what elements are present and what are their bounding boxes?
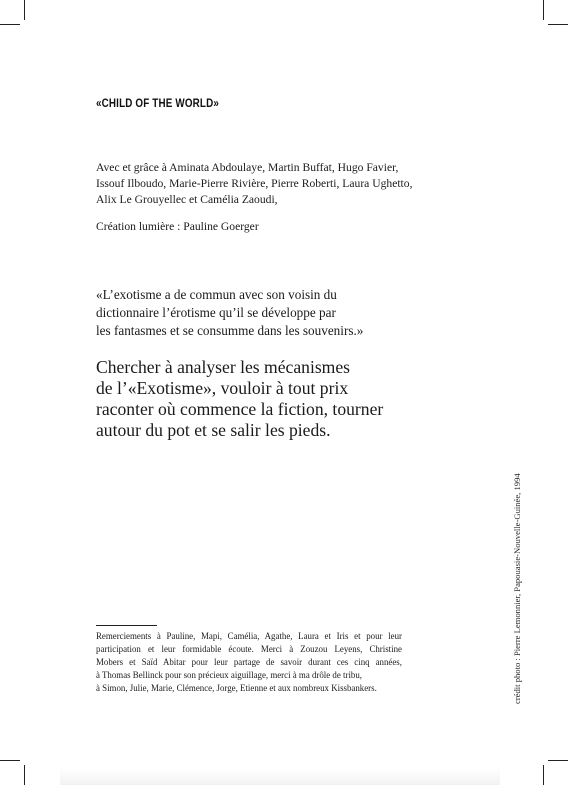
crop-mark-top-right [543,0,544,20]
quote-line: dictionnaire l’érotisme qu’il se développe par [96,305,336,320]
crop-mark-left-top [0,24,20,25]
quote-line: les fantasmes et se consumme dans les souvenirs.» [96,323,364,338]
thanks-line: à Simon, Julie, Marie, Clémence, Jorge, Etienne et aux nombreux Kissbankers. [96,683,377,693]
crop-mark-top-left [24,0,25,20]
credits-line: Alix Le Grouyellec et Camélia Zaoudi, [96,193,278,206]
lead-statement [96,357,426,441]
thanks-line: participation et leur formidable écoute. Merci à Zouzou Leyens, Christine [96,644,402,654]
crop-mark-left-bottom [0,760,20,761]
exotism-quote [96,286,426,340]
credits-line: Issouf Ilboudo, Marie-Pierre Rivière, Pierre Roberti, Laura Ughetto, [96,177,413,190]
cast-credits [96,160,436,208]
page-edge-shadow [60,768,500,785]
crop-mark-bottom-right [543,765,544,785]
lead-line: Chercher à analyser les mécanismes [96,357,351,377]
acknowledgements [96,630,402,695]
thanks-line: à Thomas Bellinck pour son précieux aiguillage, merci à ma drôle de tribu, [96,670,363,680]
crop-mark-right-bottom [548,760,568,761]
crop-mark-bottom-left [24,765,25,785]
footnote-divider [96,625,157,626]
lighting-credit: Création lumière : Pauline Goerger [96,220,259,233]
thanks-line: Mobers et Saïd Abitar pour leur partage de savoir durant ces cinq années, [96,657,402,667]
credits-line: Avec et grâce à Aminata Abdoulaye, Martin Buffat, Hugo Favier, [96,161,399,174]
show-title: «CHILD OF THE WORLD» [96,96,219,110]
lead-line: autour du pot et se salir les pieds. [96,420,331,440]
quote-line: «L’exotisme a de commun avec son voisin du [96,287,337,302]
crop-mark-right-top [548,24,568,25]
photo-credit: crédit photo : Pierre Lemonnier, Papouasie-Nouvelle-Guinée, 1994 [512,473,522,704]
thanks-line: Remerciements à Pauline, Mapi, Camélia, Agathe, Laura et Iris et pour leur [96,631,402,641]
lead-line: de l’«Exotisme», vouloir à tout prix [96,378,349,398]
lead-line: raconter où commence la fiction, tourner [96,399,384,419]
